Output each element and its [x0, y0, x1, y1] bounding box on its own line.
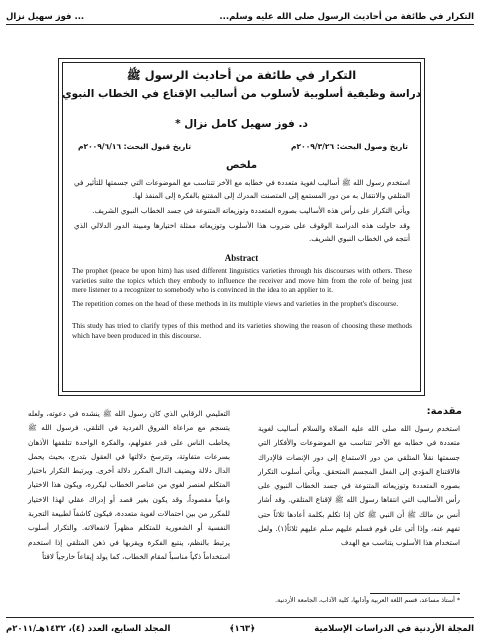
intro-left-column: التعليمي الرقابي الذي كان رسول الله ﷺ ينشده في دعوته، ولعله يتسجم مع مراعاة الفروق الفردية في التلقي، فرسول الله ﷺ يخاطب الناس على قدر عقولهم، والفكرة الواحدة تتلقفها الأذهان بسرعات متفاوتة، وتترسخ دلالتها في العقول بتدرج، بحيث يحمل الدال دلالة ويضيف الدال المكرر دلالة أخرى. ويرتبط التكرار باختيار المتكلم لعنصر لغوي من عناصر الخطاب ليكرره، ويكون هذا الاختيار واعياً مقصوداً، وقد يكون بغير قصد أو إدراك عقلي لهذا الاختيار للمكرر من بين احتمالات لغوية متعددة، فيكون كاشفاً لطبيعة التجربة النفسية أو الشعورية للمتكلم مظهراً لانفعالاته. والتكرار أسلوب يرتبط بالنظم، ينتبع الفكرة ويقربها في ذهن المتلقي إذا استخدم استخداماً ذكياً مناسباً لمقام الخطاب، كما يولد إيقاعاً خارجياً لافتاً: [28, 409, 230, 561]
footnote-divider: [370, 593, 460, 594]
footnote: * أستاذ مساعد، قسم اللغة العربية وآدابها، كلية الآداب، الجامعة الأردنية.: [275, 597, 460, 604]
page-footer: [6, 617, 474, 634]
accepted-date: تاريخ قبول البحث: ٢٠٠٩/٦/١٦م: [78, 142, 192, 151]
footer-issue: المجلد السابع، العدد (٤)، ١٤٣٢هـ/٢٠١١م: [6, 624, 171, 634]
page-header: [6, 6, 474, 25]
abstract-paragraph-3: This study has tried to clarify types of this method and its varieties showing the reason of choosing these methods which have been produced in this discourse.: [72, 321, 412, 340]
abstract-heading: Abstract: [224, 253, 259, 263]
received-date: تاريخ وصول البحث: ٢٠٠٩/٣/٢٦م: [291, 142, 408, 151]
footer-journal: المجلة الأردنية في الدراسات الإسلامية: [314, 624, 474, 634]
dates-row: [78, 142, 408, 151]
footer-page-number: ﴿١٦٣﴾: [229, 624, 256, 634]
intro-heading: مقدمة:: [426, 406, 462, 417]
header-running-title: التكرار في طائفة من أحاديث الرسول صلى الله عليه وسلم...: [219, 12, 474, 22]
summary-paragraph-1: استخدم رسول الله ﷺ أساليب لغوية متعددة في خطابه مع الآخر تتناسب مع الموضوعات التي جسمتها للتأثير في المتلقي والانتقال به من دور المستمع إلى المتصنت المدرك إلى المقتنع بالفكرة إلى المنفذ لها.: [74, 178, 410, 200]
abstract-paragraph-1: The prophet (peace be upon him) has used different linguistics varieties through his discourses with others. These varieties suite the topics which they embody to influence the receiver and move him from the role of being just mere listener to a recognizer to somebody who is convinced in the idea to an applier to it.: [72, 266, 412, 294]
intro-right-column: استخدم رسول الله صلى الله عليه الصلاة والسلام أساليب لغوية متعددة في خطابه مع الآخر تتناسب مع الموضوعات والأفكار التي جسمتها نقلاً المتلقي من دور الاستماع إلى دور الإنصات فالإدراك فالاقتناع المؤدي إلى الفعل المجسم المتحقق. ويأتي أسلوب التكرار بصوره المتعددة وتوزيعاته المتنوعة في جسد الخطاب النبوي على رأس الأساليب التي انتقاها رسول الله ﷺ لإقناع المتلقي. وقد أشار أنس بن مالك ﷺ أن النبي ﷺ كان إذا تكلم بكلمة أعادها ثلاثاً حتى تفهم عنه، وإذا أتى على قوم فسلم عليهم سلم عليهم ثلاثاً(١). ولعل استخدام هذا الأسلوب يتناسب مع الهدف: [258, 424, 460, 548]
header-author: ... فوز سهيل نزال: [6, 12, 85, 22]
summary-heading: ملخص: [225, 160, 258, 171]
summary-paragraph-3: وقد حاولت هذه الدراسة الوقوف على ضروب هذا الأسلوب وتوزيعاته ممثلة اختيارها ومبينة الدور الدلالي الذي أنتجه في الخطاب النبوي الشريف.: [74, 221, 410, 243]
article-author: د. فوز سهيل كامل نزال *: [175, 118, 308, 130]
article-subtitle: دراسة وظيفية أسلوبية لأسلوب من أساليب الإقناع في الخطاب النبوي: [62, 88, 421, 100]
abstract-paragraph-2: The repetition comes on the head of these methods in its multiple views and varieties in the prophet's discourse.: [72, 299, 399, 308]
summary-paragraph-2: ويأتي التكرار على رأس هذه الأساليب بصوره المتعددة وتوزيعاته المتنوعة في جسد الخطاب النبوي الشريف.: [92, 206, 410, 215]
article-title: التكرار في طائفة من أحاديث الرسول ﷺ: [126, 68, 357, 82]
